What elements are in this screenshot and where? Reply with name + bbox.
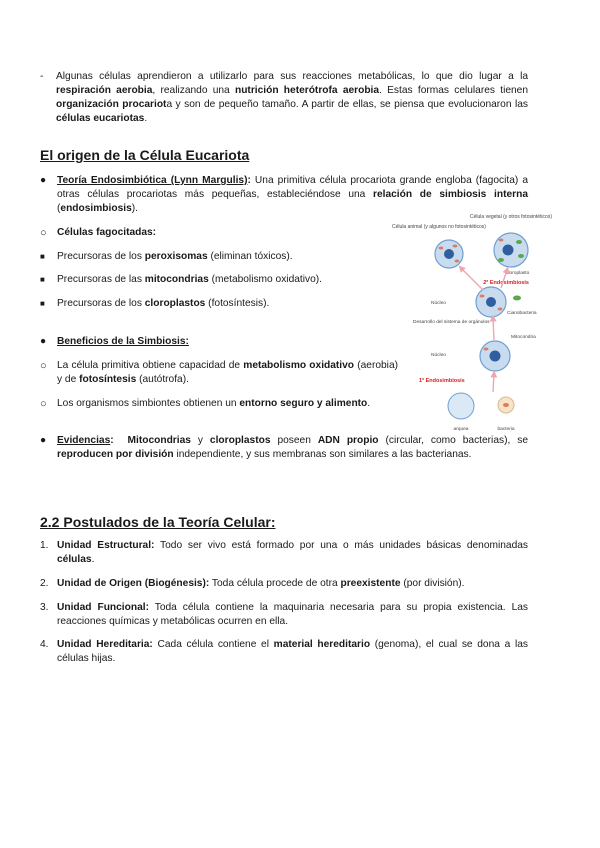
evidencias-bold-division: reproducen por división — [57, 449, 174, 460]
intro-bold-eucariotas: células eucariotas — [56, 113, 145, 124]
circle-bullet-icon: ○ — [40, 360, 47, 372]
evidencias-text-1: y — [190, 435, 210, 446]
square-bullet-icon: ■ — [40, 299, 45, 308]
plant-cell-icon — [494, 233, 528, 267]
label-cloroplasto: Cloroplasto — [505, 271, 530, 276]
beneficios-item — [40, 335, 390, 349]
evidencias-colon: : — [110, 435, 114, 446]
mito-text-2: (metabolismo oxidativo). — [208, 274, 322, 285]
beneficio-1-item — [40, 359, 398, 387]
postulado-number: 1. — [40, 540, 49, 551]
postulado-text-2: (por división). — [400, 578, 465, 589]
postulado-label: Unidad Funcional: — [57, 602, 149, 613]
evidencias-bold-cloroplastos: cloroplastos — [209, 435, 271, 446]
postulado-number: 3. — [40, 602, 49, 613]
postulado-text-2: . — [91, 554, 95, 565]
cloroplastos-text — [57, 297, 390, 311]
teoria-text-2: ( — [57, 203, 61, 214]
ben1-bold-fotosintesis: fotosíntesis — [79, 374, 137, 385]
disc-bullet-icon: ● — [40, 175, 47, 186]
square-bullet-icon: ■ — [40, 252, 45, 261]
intro-dash: - — [40, 71, 44, 82]
intro-bold-procariota: organización procariot — [56, 99, 167, 110]
ben2-bold: entorno seguro y alimento — [239, 398, 368, 409]
disc-bullet-icon: ● — [40, 336, 47, 347]
label-arquea: arquea — [453, 427, 469, 432]
evidencias-text-2: poseen — [270, 435, 318, 446]
label-nucleo-2: Núcleo — [431, 353, 446, 358]
label-bacteria: bacteria — [497, 427, 515, 432]
teoria-label: Teoría Endosimbiótica (Lynn Margulis) — [57, 175, 248, 186]
label-endosimbiosis-2: 2ª Endosimbiosis — [483, 280, 529, 286]
cloroplastos-item — [40, 297, 390, 311]
beneficios-label: Beneficios de la Simbiosis: — [57, 336, 189, 347]
label-cell-animal: Célula animal (y algunos no fotosintéticos) — [392, 224, 486, 230]
middle-cell-icon — [476, 287, 506, 317]
mitocondrias-item — [40, 273, 390, 287]
ben1-text-1: La célula primitiva obtiene capacidad de — [57, 360, 244, 371]
postulado-text — [57, 638, 528, 666]
intro-text-1: Algunas células aprendieron a utilizarlo para sus reacciones metabólicas, lo que dio lugar a la — [56, 71, 528, 82]
perox-text-1: Precursoras de los — [57, 251, 145, 262]
intro-paragraph — [40, 70, 528, 126]
animal-cell-icon — [435, 240, 463, 268]
ben2-text-2: . — [367, 398, 371, 409]
section-heading-postulados: 2.2 Postulados de la Teoría Celular: — [40, 514, 276, 530]
evidencias-bold-mitocondrias: Mitocondrias — [127, 435, 191, 446]
postulado-text-1: Todo ser vivo está formado por una o más unidades básicas denominadas — [154, 540, 528, 551]
postulado-item — [40, 539, 528, 567]
peroxisomas-item — [40, 250, 390, 264]
postulado-bold: material hereditario — [273, 639, 371, 650]
ben1-text-2: (aerobia) y de — [57, 360, 398, 385]
beneficio-1-text — [57, 359, 398, 387]
postulado-text — [57, 577, 528, 591]
label-nucleo-1: Núcleo — [431, 301, 446, 306]
teoria-bold-endosimbiosis: endosimbiosis — [60, 203, 132, 214]
endosymbiosis-diagram — [392, 206, 552, 438]
arrow-to-animal — [461, 268, 483, 290]
postulado-text-2: (genoma), el cual se dona a las células hijas. — [57, 639, 528, 664]
postulado-bold: preexistente — [340, 578, 401, 589]
ben2-text-1: Los organismos simbiontes obtienen un — [57, 398, 240, 409]
label-cell-vegetal: Célula vegetal (y otros fotosintéticos) — [470, 214, 552, 220]
evidencias-label: Evidencias — [57, 435, 111, 446]
section-heading-origin: El origen de la Célula Eucariota — [40, 147, 250, 163]
intro-text-5: . — [144, 113, 148, 124]
postulado-number: 2. — [40, 578, 49, 589]
teoria-text-3: ). — [131, 203, 138, 214]
intro-text-3: . Estas formas celulares tienen — [379, 85, 529, 96]
postulado-text-1: Toda célula contiene la maquinaria necesaria para su propia existencia. Las reacciones químicas y metabólicas ocurren en ella. — [57, 602, 529, 627]
label-mitocondria: Mitocondria — [511, 335, 536, 340]
ben1-bold-metabolismo: metabolismo oxidativo — [243, 360, 355, 371]
disc-bullet-icon: ● — [40, 435, 47, 446]
peroxisomas-text — [57, 250, 390, 264]
postulado-bold: células — [57, 554, 92, 565]
intro-text-2: , realizando una — [152, 85, 235, 96]
square-bullet-icon: ■ — [40, 275, 45, 284]
teoria-text-1: Una primitiva célula procariota grande engloba (fagocita) a otras células procariotas más pequeñas, estableciéndose una — [57, 175, 528, 200]
bacteria-icon — [498, 397, 514, 413]
beneficio-2-text — [57, 397, 410, 411]
arrows — [461, 268, 507, 392]
evidencias-text — [57, 434, 528, 462]
label-endosimbiosis-1: 1ª Endosimbiosis — [419, 378, 465, 384]
evidencias-item — [40, 434, 528, 462]
cyanobacteria-icon — [513, 296, 521, 301]
cloro-bold: cloroplastos — [144, 298, 206, 309]
cloro-text-1: Precursoras de los — [57, 298, 145, 309]
teoria-colon: : — [247, 175, 251, 186]
postulado-label: Unidad de Origen (Biogénesis): — [57, 578, 210, 589]
mito-text-1: Precursoras de las — [57, 274, 145, 285]
intro-text — [40, 70, 528, 126]
evidencias-bold-adn: ADN propio — [317, 435, 379, 446]
postulado-item — [40, 601, 528, 629]
teoria-bold-relacion: relación de simbiosis interna — [373, 189, 528, 200]
circle-bullet-icon: ○ — [40, 227, 47, 239]
ben1-text-3: (autótrofa). — [136, 374, 189, 385]
arquea-icon — [448, 393, 474, 419]
intro-text-4: a y son de pequeño tamaño. A partir de ellas, se piensa que evolucionaron las — [166, 99, 528, 110]
circle-bullet-icon: ○ — [40, 398, 47, 410]
mito-bold: mitocondrias — [144, 274, 209, 285]
postulado-text-1: Cada célula contiene el — [152, 639, 274, 650]
postulado-label: Unidad Hereditaria: — [57, 639, 153, 650]
postulado-text-1: Toda célula procede de otra — [209, 578, 341, 589]
perox-bold: peroxisomas — [144, 251, 208, 262]
postulado-item — [40, 577, 528, 591]
perox-text-2: (eliminan tóxicos). — [207, 251, 293, 262]
postulado-item — [40, 638, 528, 666]
beneficio-2-item — [40, 397, 410, 411]
label-desarrollo: Desarrollo del sistema de orgánulos — [413, 320, 490, 325]
lower-cell-icon — [480, 341, 510, 371]
fagocitadas-item — [40, 226, 390, 240]
mitocondrias-text — [57, 273, 390, 287]
postulado-text — [57, 539, 528, 567]
evidencias-text-3: (circular, como bacterias), se — [378, 435, 528, 446]
evidencias-text-4: independiente, y sus membranas son similares a las bacterianas. — [173, 449, 472, 460]
postulado-label: Unidad Estructural: — [57, 540, 155, 551]
cloro-text-2: (fotosíntesis). — [205, 298, 270, 309]
postulado-text — [57, 601, 528, 629]
label-cianobacteria: Cianobacteria — [507, 311, 537, 316]
intro-bold-respiracion: respiración aerobia — [56, 85, 153, 96]
arrow-merge — [493, 374, 494, 392]
postulado-number: 4. — [40, 639, 49, 650]
arrow-up-middle — [493, 318, 494, 340]
endosymbiosis-figure — [392, 206, 552, 438]
intro-bold-nutricion: nutrición heterótrofa aerobia — [234, 85, 380, 96]
fagocitadas-label: Células fagocitadas: — [57, 227, 157, 238]
